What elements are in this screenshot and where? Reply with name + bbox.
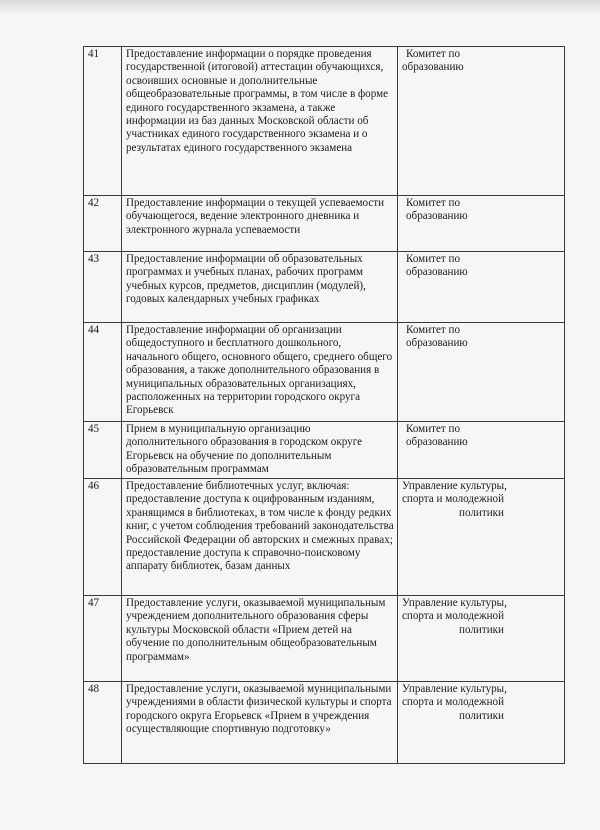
responsible-body-line: Комитет по	[406, 324, 461, 336]
responsible-body	[398, 323, 565, 422]
responsible-body	[398, 47, 565, 196]
services-table	[83, 46, 565, 764]
table-row	[84, 596, 565, 682]
responsible-body-line: образованию	[406, 337, 468, 350]
service-name: Предоставление информации о порядке проведения государственной (итоговой) аттестации обучающихся, освоивших основные и дополнительные общеобразовательные программы, в том числе в форме единого государственного экзамена, а также информации из баз данных Московской области об участниках единого государственного экзамена и о результатах единого государственного экзамена	[122, 47, 398, 196]
responsible-body-line: образованию	[406, 436, 468, 449]
row-number: 41	[84, 47, 122, 196]
row-number: 44	[84, 323, 122, 422]
service-name: Предоставление библиотечных услуг, включая: предоставление доступа к оцифрованным изданиям, хранящимся в библиотеках, в том числе к фонду редких книг, с учетом соблюдения требований законодательства Российской Федерации об авторских и смежных правах; предоставление доступа к справочно-поисковому аппарату библиотек, базам данных	[122, 479, 398, 596]
scan-edge-shadow	[0, 0, 600, 14]
table-row	[84, 252, 565, 323]
table-row	[84, 479, 565, 596]
responsible-body-line: Комитет по	[406, 423, 461, 435]
responsible-body-line: Управление культуры,	[402, 597, 507, 609]
service-name: Предоставление информации о текущей успеваемости обучающегося, ведение электронного дневника и электронного журнала успеваемости	[122, 196, 398, 252]
row-number: 48	[84, 682, 122, 764]
responsible-body-line: спорта и молодежной	[402, 610, 505, 623]
table-row	[84, 682, 565, 764]
responsible-body-line: образованию	[402, 61, 464, 74]
row-number: 47	[84, 596, 122, 682]
responsible-body-line: политики	[459, 709, 504, 722]
service-name: Предоставление услуги, оказываемой муниципальными учреждениями в области физической культуры и спорта городского округа Егорьевск «Прием в учреждения осуществляющие спортивную подготовку»	[122, 682, 398, 764]
row-number: 43	[84, 252, 122, 323]
responsible-body-line: Комитет по	[406, 48, 461, 60]
responsible-body-line: спорта и молодежной	[402, 493, 505, 506]
responsible-body-line: политики	[459, 506, 504, 519]
row-number: 46	[84, 479, 122, 596]
service-name: Предоставление информации об образовательных программах и учебных планах, рабочих программ учебных курсов, предметов, дисциплин (модулей), годовых календарных учебных графиках	[122, 252, 398, 323]
responsible-body	[398, 196, 565, 252]
responsible-body-line: образованию	[406, 266, 468, 279]
row-number: 42	[84, 196, 122, 252]
responsible-body-line: спорта и молодежной	[402, 696, 505, 709]
responsible-body	[398, 682, 565, 764]
service-name: Предоставление информации об организации общедоступного и бесплатного дошкольного, начального общего, основного общего, среднего общего образования, а также дополнительного образования в муниципальных образовательных организациях, расположенных на территории городского округа Егорьевск	[122, 323, 398, 422]
responsible-body	[398, 422, 565, 479]
responsible-body-line: образованию	[406, 210, 468, 223]
row-number: 45	[84, 422, 122, 479]
responsible-body-line: Управление культуры,	[402, 480, 507, 492]
table-row	[84, 196, 565, 252]
responsible-body	[398, 596, 565, 682]
responsible-body-line: Комитет по	[406, 197, 461, 209]
table-row	[84, 47, 565, 196]
table-row	[84, 422, 565, 479]
responsible-body	[398, 479, 565, 596]
responsible-body-line: Управление культуры,	[402, 683, 507, 695]
service-name: Предоставление услуги, оказываемой муниципальным учреждением дополнительного образования сферы культуры Московской области «Прием детей на обучение по дополнительным общеобразовательным программам»	[122, 596, 398, 682]
responsible-body	[398, 252, 565, 323]
responsible-body-line: Комитет по	[406, 253, 461, 265]
table-row	[84, 323, 565, 422]
service-name: Прием в муниципальную организацию дополнительного образования в городском округе Егорьевск на обучение по дополнительным образовательным программам	[122, 422, 398, 479]
responsible-body-line: политики	[459, 623, 504, 636]
